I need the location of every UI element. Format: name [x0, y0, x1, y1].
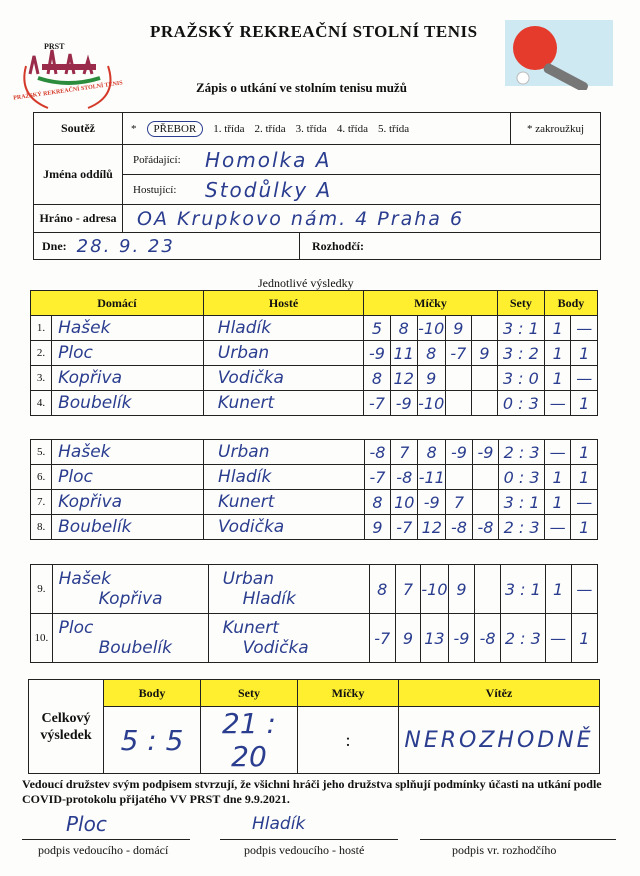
match-row — [31, 565, 598, 614]
guest-doubles — [208, 614, 369, 663]
home-player[interactable]: Ploc — [52, 341, 204, 366]
set-score[interactable]: 8 — [390, 316, 417, 341]
soutez-label: Soutěž — [61, 121, 95, 135]
set-score[interactable]: -7 — [391, 515, 418, 540]
guest-player[interactable]: Vodička — [204, 515, 365, 540]
guest-player[interactable]: Kunert — [203, 391, 363, 416]
set-score[interactable]: -9 — [390, 391, 417, 416]
match-row — [31, 465, 598, 490]
set-score[interactable] — [446, 465, 473, 490]
home-player[interactable]: Hašek — [52, 440, 204, 465]
guest-player[interactable]: Vodička — [242, 638, 309, 658]
guest-player[interactable]: Kunert — [222, 618, 279, 638]
summary-col-sety: Sety — [201, 680, 298, 707]
set-score[interactable]: -9 — [446, 440, 473, 465]
summary-table — [28, 679, 600, 774]
home-point[interactable]: — — [545, 614, 571, 663]
ref-signature-label: podpis vr. rozhodčího — [452, 843, 557, 857]
match-number: 6. — [31, 465, 52, 490]
sets-result[interactable]: 3 : 1 — [499, 490, 545, 515]
set-score[interactable]: 7 — [395, 565, 420, 614]
home-point[interactable]: 1 — [544, 465, 571, 490]
set-score[interactable] — [472, 490, 499, 515]
guest-doubles — [208, 565, 369, 614]
match-row — [31, 614, 598, 663]
sets-result[interactable]: 3 : 1 — [497, 316, 544, 341]
match-number: 1. — [31, 316, 52, 341]
home-point[interactable]: 1 — [544, 490, 571, 515]
match-number: 4. — [31, 391, 52, 416]
dne-label: Dne: — [42, 238, 67, 253]
match-row — [31, 316, 598, 341]
set-score[interactable]: -8 — [472, 515, 499, 540]
page-title: PRAŽSKÝ REKREAČNÍ STOLNÍ TENIS — [150, 22, 478, 41]
summary-col-body: Body — [104, 680, 201, 707]
results-table-2 — [30, 439, 598, 540]
set-score[interactable]: -8 — [475, 614, 501, 663]
guest-point[interactable]: 1 — [571, 614, 597, 663]
set-score[interactable] — [472, 465, 499, 490]
set-score[interactable]: 9 — [448, 565, 474, 614]
home-player[interactable]: Kopřiva — [98, 589, 163, 609]
set-score[interactable]: -7 — [445, 341, 471, 366]
summary-vitez-value[interactable]: NEROZHODNĚ — [399, 707, 600, 774]
guest-signature-label: podpis vedoucího - hosté — [244, 843, 365, 857]
home-point[interactable]: 1 — [544, 316, 570, 341]
set-score[interactable]: 5 — [364, 316, 390, 341]
guest-signature-line — [220, 839, 398, 840]
match-row — [31, 366, 598, 391]
home-player[interactable]: Hašek — [58, 569, 111, 589]
set-score[interactable]: 7 — [391, 440, 418, 465]
summary-col-micky: Míčky — [298, 680, 399, 707]
results-table-1 — [30, 290, 598, 416]
results-caption: Jednotlivé výsledky — [258, 276, 354, 290]
summary-label: Celkový výsledek — [29, 680, 104, 774]
set-score[interactable]: 9 — [417, 366, 445, 391]
guest-point[interactable]: 1 — [571, 341, 598, 366]
guest-player[interactable]: Urban — [204, 440, 365, 465]
level-prebor[interactable]: PŘEBOR — [147, 121, 204, 137]
col-home: Domácí — [31, 291, 204, 316]
home-player[interactable]: Kopřiva — [52, 490, 204, 515]
match-row — [31, 341, 598, 366]
level-2[interactable]: 2. třída — [254, 122, 286, 135]
hrano-label: Hráno - adresa — [39, 211, 117, 225]
results-table-3 — [30, 564, 598, 663]
set-score[interactable]: -10 — [421, 565, 449, 614]
home-player[interactable]: Hašek — [52, 316, 204, 341]
set-score[interactable]: 9 — [445, 316, 471, 341]
match-row — [31, 440, 598, 465]
guest-point[interactable]: — — [571, 565, 597, 614]
summary-micky-value[interactable]: : — [298, 707, 399, 774]
set-score[interactable]: 12 — [418, 515, 446, 540]
set-score[interactable]: -7 — [364, 465, 391, 490]
dne-value[interactable]: 28. 9. 23 — [76, 235, 175, 257]
set-score[interactable]: -8 — [364, 440, 391, 465]
set-score[interactable]: 9 — [395, 614, 420, 663]
level-3[interactable]: 3. třída — [295, 122, 327, 135]
results-header-row — [31, 291, 598, 316]
home-player[interactable]: Boubelík — [98, 638, 173, 658]
sets-result[interactable]: 3 : 1 — [501, 565, 545, 614]
guest-point[interactable]: 1 — [571, 440, 598, 465]
set-score[interactable] — [472, 366, 498, 391]
level-1[interactable]: 1. třída — [213, 122, 245, 135]
sets-result[interactable]: 2 : 3 — [499, 515, 545, 540]
set-score[interactable]: 12 — [390, 366, 417, 391]
match-info-form — [33, 112, 601, 260]
match-number: 2. — [31, 341, 52, 366]
set-score[interactable]: -7 — [364, 391, 390, 416]
set-score[interactable]: 13 — [421, 614, 449, 663]
summary-sety-value[interactable]: 21 : 20 — [201, 707, 298, 774]
hrano-value[interactable]: OA Krupkovo nám. 4 Praha 6 — [137, 207, 465, 230]
guest-point[interactable]: 1 — [571, 391, 598, 416]
guest-point[interactable]: 1 — [571, 465, 598, 490]
col-points: Body — [544, 291, 597, 316]
match-row — [31, 391, 598, 416]
set-score[interactable] — [472, 391, 498, 416]
ref-signature-line — [420, 839, 616, 840]
guest-point[interactable]: 1 — [571, 515, 598, 540]
home-player[interactable]: Ploc — [52, 465, 204, 490]
set-score[interactable]: -9 — [364, 341, 390, 366]
guest-player[interactable]: Hladík — [203, 316, 363, 341]
match-number: 7. — [31, 490, 52, 515]
match-number: 10. — [31, 614, 53, 663]
set-score[interactable]: -10 — [417, 391, 445, 416]
set-score[interactable] — [445, 366, 471, 391]
rozhodci-label: Rozhodčí: — [312, 238, 364, 253]
prst-logo — [8, 26, 126, 116]
soutez-star: * — [131, 122, 137, 135]
home-doubles — [52, 565, 208, 614]
col-balls: Míčky — [364, 291, 498, 316]
set-score[interactable]: -10 — [417, 316, 445, 341]
match-number: 5. — [31, 440, 52, 465]
guest-signature[interactable]: Hladík — [252, 814, 306, 834]
home-doubles — [52, 614, 208, 663]
set-score[interactable]: 9 — [364, 515, 391, 540]
guest-player[interactable]: Urban — [222, 569, 274, 589]
home-point[interactable]: — — [544, 440, 571, 465]
match-number: 3. — [31, 366, 52, 391]
set-score[interactable] — [475, 565, 501, 614]
poradajici-label: Pořádající: — [133, 153, 181, 166]
home-player[interactable]: Ploc — [58, 618, 94, 638]
set-score[interactable]: -8 — [391, 465, 418, 490]
guest-point[interactable]: — — [571, 490, 598, 515]
guest-player[interactable]: Urban — [203, 341, 363, 366]
home-point[interactable]: 1 — [544, 366, 570, 391]
guest-player[interactable]: Hladík — [242, 589, 296, 609]
set-score[interactable]: -9 — [448, 614, 474, 663]
home-point[interactable]: — — [544, 515, 571, 540]
home-point[interactable]: 1 — [544, 341, 570, 366]
set-score[interactable]: 11 — [390, 341, 417, 366]
sets-result[interactable]: 2 : 3 — [501, 614, 545, 663]
set-score[interactable]: 8 — [418, 440, 446, 465]
set-score[interactable] — [472, 316, 498, 341]
home-player[interactable]: Boubelík — [52, 515, 204, 540]
hostujici-value[interactable]: Stodůlky A — [205, 177, 333, 202]
guest-point[interactable]: — — [571, 316, 598, 341]
set-score[interactable]: -9 — [472, 440, 499, 465]
jmena-label: Jména oddílů — [43, 167, 113, 181]
set-score[interactable]: 10 — [391, 490, 418, 515]
set-score[interactable] — [445, 391, 471, 416]
home-player[interactable]: Boubelík — [52, 391, 204, 416]
set-score[interactable]: 9 — [472, 341, 498, 366]
home-player[interactable]: Kopřiva — [52, 366, 204, 391]
level-5[interactable]: 5. třída — [377, 122, 410, 135]
set-score[interactable]: -9 — [418, 490, 446, 515]
level-4[interactable]: 4. třída — [336, 122, 368, 135]
guest-player[interactable]: Hladík — [204, 465, 365, 490]
set-score[interactable]: 8 — [364, 490, 391, 515]
set-score[interactable]: 7 — [446, 490, 473, 515]
col-sets: Sety — [497, 291, 544, 316]
match-number: 8. — [31, 515, 52, 540]
guest-player[interactable]: Kunert — [204, 490, 365, 515]
match-number: 9. — [31, 565, 53, 614]
sets-result[interactable]: 3 : 2 — [497, 341, 544, 366]
covid-note: Vedoucí družstev svým podpisem stvrzují, že všichni hráči jeho družstva splňují podmínky účasti na utkání podle COVID-protokolu přijatého VV PRST dne 9.9.2021. — [22, 777, 602, 806]
home-signature[interactable]: Ploc — [66, 812, 107, 836]
home-point[interactable]: — — [544, 391, 570, 416]
sets-result[interactable]: 3 : 0 — [497, 366, 544, 391]
set-score[interactable]: -7 — [369, 614, 395, 663]
set-score[interactable]: -11 — [418, 465, 446, 490]
summary-col-vitez: Vítěz — [399, 680, 600, 707]
hostujici-label: Hostující: — [133, 183, 177, 196]
guest-player[interactable]: Vodička — [203, 366, 363, 391]
home-signature-label: podpis vedoucího - domácí — [38, 843, 169, 857]
logo-abbr: PRST — [44, 42, 65, 51]
poradajici-value[interactable]: Homolka A — [205, 147, 332, 172]
col-guest: Hosté — [203, 291, 363, 316]
set-score[interactable]: -8 — [446, 515, 473, 540]
sets-result[interactable]: 2 : 3 — [499, 440, 545, 465]
summary-body-value[interactable]: 5 : 5 — [104, 707, 201, 774]
set-score[interactable]: 8 — [369, 565, 395, 614]
form-subtitle: Zápis o utkání ve stolním tenisu mužů — [196, 80, 407, 95]
home-signature-line — [22, 839, 190, 840]
set-score[interactable]: 8 — [417, 341, 445, 366]
guest-point[interactable]: — — [571, 366, 598, 391]
match-row — [31, 515, 598, 540]
set-score[interactable]: 8 — [364, 366, 390, 391]
home-point[interactable]: 1 — [545, 565, 571, 614]
sets-result[interactable]: 0 : 3 — [499, 465, 545, 490]
match-row — [31, 490, 598, 515]
circle-note: * zakroužkuj — [526, 122, 585, 135]
sets-result[interactable]: 0 : 3 — [497, 391, 544, 416]
logo-caption: PRAŽSKÝ REKREAČNÍ STOLNÍ TENIS — [12, 80, 124, 102]
ping-pong-logo — [505, 20, 613, 90]
